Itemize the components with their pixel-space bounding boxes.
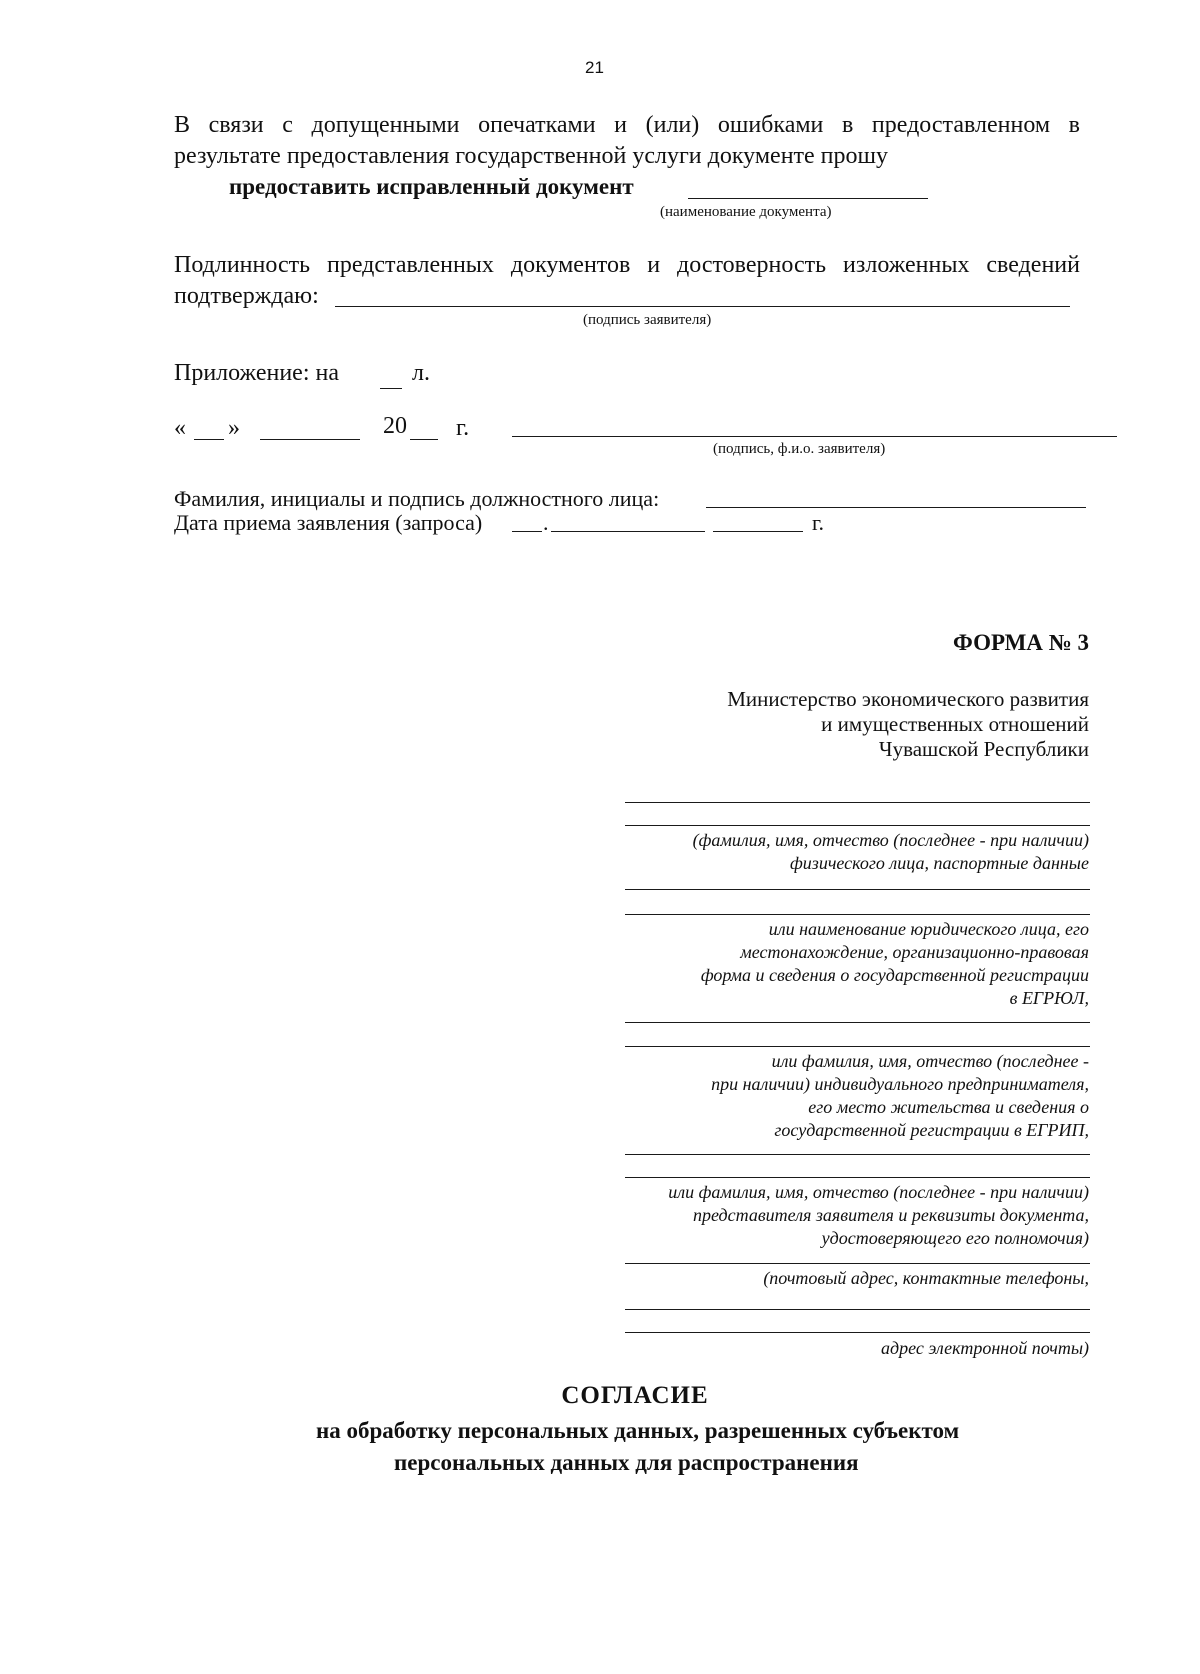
receipt-dot: . bbox=[543, 510, 549, 535]
applicant-line bbox=[625, 1177, 1090, 1178]
applicant-line bbox=[625, 1309, 1090, 1310]
attachment-sheets-abbr: л. bbox=[412, 360, 430, 386]
date-month-line bbox=[260, 439, 360, 440]
date-year-prefix: 20 bbox=[383, 413, 407, 439]
attachment-label: Приложение: на bbox=[174, 360, 339, 386]
page-number: 21 bbox=[585, 58, 604, 77]
applicant-line bbox=[625, 914, 1090, 915]
date-year-line bbox=[410, 439, 438, 440]
applicant-line bbox=[625, 825, 1090, 826]
receipt-day-line bbox=[512, 531, 542, 532]
attachment-sheets-line bbox=[380, 388, 402, 389]
date-day-line bbox=[194, 439, 224, 440]
entrepreneur-caption: или фамилия, имя, отчество (последнее - при наличии) индивидуального предпринимателя, его место жительства и сведения о государственной регистрации в ЕГРИП, bbox=[711, 1051, 1089, 1140]
date-close-quote: » bbox=[228, 415, 240, 441]
request-line-2: результате предоставления государственной услуги документе прошу bbox=[174, 143, 888, 169]
postal-caption: (почтовый адрес, контактные телефоны, bbox=[763, 1268, 1089, 1288]
applicant-line bbox=[625, 889, 1090, 890]
confirm-line-1: Подлинность представленных документов и достоверность изложенных сведений bbox=[174, 252, 1080, 278]
official-label: Фамилия, инициалы и подпись должностного лица: bbox=[174, 486, 660, 511]
addressee-block bbox=[727, 687, 1089, 762]
date-open-quote: « bbox=[174, 415, 186, 441]
legal-entity-caption: или наименование юридического лица, его местонахождение, организационно-правовая форма и сведения о государственной регистрации в ЕГРЮЛ, bbox=[700, 919, 1089, 1008]
addressee-line-2: и имущественных отношений bbox=[821, 712, 1089, 736]
confirm-signature-caption: (подпись заявителя) bbox=[583, 312, 712, 328]
date-signature-line bbox=[512, 436, 1117, 437]
form-title: ФОРМА № 3 bbox=[953, 630, 1089, 655]
confirm-signature-line bbox=[335, 306, 1070, 307]
applicant-line bbox=[625, 802, 1090, 803]
receipt-label: Дата приема заявления (запроса) bbox=[174, 510, 483, 535]
confirm-label: подтверждаю: bbox=[174, 283, 319, 309]
official-signature-line bbox=[706, 507, 1086, 508]
individual-caption: (фамилия, имя, отчество (последнее - при наличии) физического лица, паспортные данные bbox=[692, 830, 1089, 873]
applicant-line bbox=[625, 1154, 1090, 1155]
consent-subtitle-line-1: на обработку персональных данных, разрешенных субъектом bbox=[316, 1418, 960, 1443]
receipt-year-line bbox=[713, 531, 803, 532]
request-line-1: В связи с допущенными опечатками и (или) ошибками в предоставленном в bbox=[174, 112, 1080, 138]
email-caption: адрес электронной почты) bbox=[881, 1338, 1089, 1358]
date-year-suffix: г. bbox=[456, 415, 470, 441]
applicant-line bbox=[625, 1263, 1090, 1264]
receipt-year-suffix: г. bbox=[812, 510, 825, 535]
document-name-caption: (наименование документа) bbox=[660, 204, 832, 220]
addressee-line-1: Министерство экономического развития bbox=[727, 687, 1089, 711]
request-bold-text: предоставить исправленный документ bbox=[229, 174, 634, 199]
applicant-line bbox=[625, 1046, 1090, 1047]
applicant-line bbox=[625, 1332, 1090, 1333]
representative-caption: или фамилия, имя, отчество (последнее - при наличии) представителя заявителя и реквизиты документа, удостоверяющего его полномочия) bbox=[668, 1182, 1089, 1248]
receipt-month-line bbox=[551, 531, 705, 532]
consent-title: СОГЛАСИЕ bbox=[561, 1382, 709, 1409]
date-signature-caption: (подпись, ф.и.о. заявителя) bbox=[713, 441, 886, 457]
consent-subtitle-line-2: персональных данных для распространения bbox=[394, 1450, 859, 1475]
applicant-line bbox=[625, 1022, 1090, 1023]
document-name-line bbox=[688, 198, 928, 199]
addressee-line-3: Чувашской Республики bbox=[878, 737, 1089, 761]
